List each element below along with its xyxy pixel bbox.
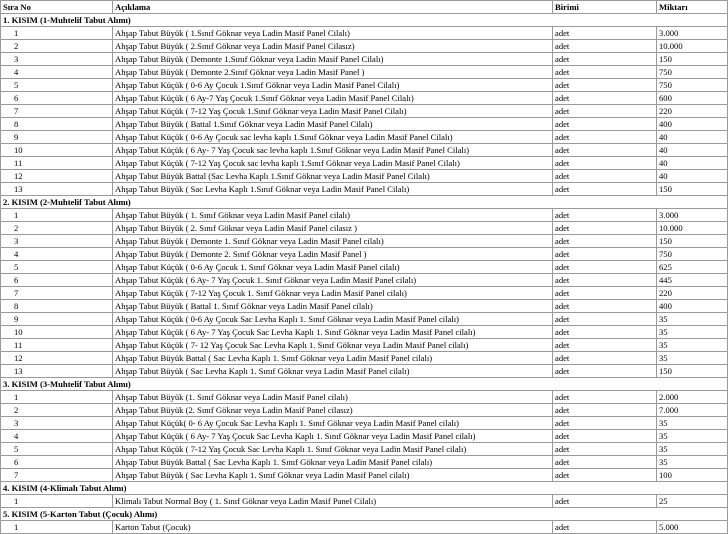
table-row: [1, 235, 728, 248]
row-unit: adet: [553, 53, 657, 66]
table-row: [1, 365, 728, 378]
section-title: 5. KISIM (5-Karton Tabut (Çocuk) Alımı): [1, 508, 728, 521]
row-quantity: 35: [657, 417, 728, 430]
table-row: [1, 183, 728, 196]
row-quantity: 35: [657, 443, 728, 456]
row-number: 3: [1, 235, 113, 248]
table-row: [1, 339, 728, 352]
row-quantity: 10.000: [657, 40, 728, 53]
row-number: 1: [1, 521, 113, 534]
row-quantity: 445: [657, 274, 728, 287]
row-unit: adet: [553, 404, 657, 417]
table-row: [1, 495, 728, 508]
table-row: [1, 131, 728, 144]
row-number: 10: [1, 144, 113, 157]
section-header-row: [1, 196, 728, 209]
row-description: Ahşap Tabut Küçük ( 0-6 Ay Çocuk Sac Levha Kaplı 1. Sınıf Göknar veya Ladin Masif Panel cilalı): [113, 313, 553, 326]
row-unit: adet: [553, 105, 657, 118]
row-description: Ahşap Tabut Büyük (2. Sınıf Göknar veya Ladin Masif Panel cilasız): [113, 404, 553, 417]
row-unit: adet: [553, 170, 657, 183]
row-unit: adet: [553, 183, 657, 196]
row-description: Ahşap Tabut Küçük( 0- 6 Ay Çocuk Sac Levha Kaplı 1. Sınıf Göknar veya Ladin Masif Panel cilalı): [113, 417, 553, 430]
row-description: Ahşap Tabut Büyük Battal ( Sac Levha Kaplı 1. Sınıf Göknar veya Ladin Masif Panel cilalı): [113, 352, 553, 365]
row-number: 10: [1, 326, 113, 339]
table-row: [1, 261, 728, 274]
table-row: [1, 417, 728, 430]
row-quantity: 35: [657, 430, 728, 443]
row-quantity: 600: [657, 92, 728, 105]
row-description: Ahşap Tabut Büyük ( 1. Sınıf Göknar veya Ladin Masif Panel cilalı): [113, 209, 553, 222]
table-row: [1, 118, 728, 131]
row-unit: adet: [553, 326, 657, 339]
row-unit: adet: [553, 430, 657, 443]
row-number: 4: [1, 430, 113, 443]
row-unit: adet: [553, 300, 657, 313]
row-description: Ahşap Tabut Büyük (1. Sınıf Göknar veya Ladin Masif Panel cilalı): [113, 391, 553, 404]
section-title: 1. KISIM (1-Muhtelif Tabut Alımı): [1, 14, 728, 27]
row-quantity: 10.000: [657, 222, 728, 235]
row-quantity: 220: [657, 105, 728, 118]
section-header-row: [1, 378, 728, 391]
row-quantity: 35: [657, 339, 728, 352]
row-number: 13: [1, 365, 113, 378]
table-row: [1, 170, 728, 183]
table-row: [1, 313, 728, 326]
row-number: 1: [1, 391, 113, 404]
row-unit: adet: [553, 456, 657, 469]
row-number: 6: [1, 92, 113, 105]
header-sira-no: Sıra No: [1, 1, 113, 14]
row-quantity: 750: [657, 248, 728, 261]
table-row: [1, 430, 728, 443]
row-description: Ahşap Tabut Küçük ( 7-12 Yaş Çocuk 1.Sınıf Göknar veya Ladin Masif Panel Cilalı): [113, 105, 553, 118]
row-quantity: 750: [657, 66, 728, 79]
row-number: 3: [1, 53, 113, 66]
row-quantity: 150: [657, 365, 728, 378]
row-description: Ahşap Tabut Büyük ( 1.Sınıf Göknar veya Ladin Masif Panel Cilalı): [113, 27, 553, 40]
row-number: 9: [1, 131, 113, 144]
row-unit: adet: [553, 248, 657, 261]
row-description: Ahşap Tabut Küçük ( 7-12 Yaş Çocuk Sac Levha Kaplı 1. Sınıf Göknar veya Ladin Masif Panel cilalı): [113, 443, 553, 456]
row-quantity: 3.000: [657, 27, 728, 40]
row-description: Ahşap Tabut Küçük ( 0-6 Ay Çocuk 1.Sınıf Göknar veya Ladin Masif Panel Cilalı): [113, 79, 553, 92]
row-quantity: 750: [657, 79, 728, 92]
row-number: 11: [1, 157, 113, 170]
table-row: [1, 300, 728, 313]
table-row: [1, 456, 728, 469]
row-number: 5: [1, 443, 113, 456]
row-description: Ahşap Tabut Büyük ( Sac Levha Kaplı 1. Sınıf Göknar veya Ladin Masif Panel cilalı): [113, 469, 553, 482]
table-row: [1, 27, 728, 40]
row-number: 2: [1, 222, 113, 235]
row-description: Ahşap Tabut Büyük ( Battal 1.Sınıf Göknar veya Ladin Masif Panel Cilalı): [113, 118, 553, 131]
row-number: 1: [1, 209, 113, 222]
row-number: 1: [1, 495, 113, 508]
table-row: [1, 40, 728, 53]
row-description: Ahşap Tabut Küçük ( 7-12 Yaş Çocuk 1. Sınıf Göknar veya Ladin Masif Panel cilalı): [113, 287, 553, 300]
row-number: 4: [1, 66, 113, 79]
row-quantity: 40: [657, 131, 728, 144]
row-unit: adet: [553, 313, 657, 326]
row-description: Ahşap Tabut Büyük ( 2.Sınıf Göknar veya Ladin Masif Panel Cilasız): [113, 40, 553, 53]
row-description: Ahşap Tabut Küçük ( 6 Ay- 7 Yaş Çocuk 1. Sınıf Göknar veya Ladin Masif Panel cilalı): [113, 274, 553, 287]
table-row: [1, 79, 728, 92]
row-description: Ahşap Tabut Büyük ( 2. Sınıf Göknar veya Ladin Masif Panel cilasız ): [113, 222, 553, 235]
row-unit: adet: [553, 443, 657, 456]
row-quantity: 7.000: [657, 404, 728, 417]
row-quantity: 150: [657, 183, 728, 196]
row-description: Ahşap Tabut Büyük ( Demonte 2. Sınıf Göknar veya Ladin Masif Panel ): [113, 248, 553, 261]
table-row: [1, 144, 728, 157]
row-unit: adet: [553, 469, 657, 482]
table-row: [1, 157, 728, 170]
row-quantity: 150: [657, 235, 728, 248]
row-quantity: 625: [657, 261, 728, 274]
row-number: 13: [1, 183, 113, 196]
table-row: [1, 248, 728, 261]
row-description: Ahşap Tabut Küçük ( 0-6 Ay Çocuk sac levha kaplı 1.Sınıf Göknar veya Ladin Masif Panel Cilalı): [113, 131, 553, 144]
table-row: [1, 469, 728, 482]
row-unit: adet: [553, 261, 657, 274]
table-row: [1, 326, 728, 339]
row-quantity: 5.000: [657, 521, 728, 534]
row-quantity: 35: [657, 313, 728, 326]
row-number: 12: [1, 170, 113, 183]
row-unit: adet: [553, 365, 657, 378]
section-title: 2. KISIM (2-Muhtelif Tabut Alımı): [1, 196, 728, 209]
row-description: Ahşap Tabut Küçük ( 0-6 Ay Çocuk 1. Sınıf Göknar veya Ladin Masif Panel cilalı): [113, 261, 553, 274]
row-unit: adet: [553, 40, 657, 53]
row-quantity: 35: [657, 456, 728, 469]
row-description: Ahşap Tabut Küçük ( 7- 12 Yaş Çocuk Sac Levha Kaplı 1. Sınıf Göknar veya Ladin Masif Panel cilalı): [113, 339, 553, 352]
row-number: 8: [1, 300, 113, 313]
row-unit: adet: [553, 274, 657, 287]
row-number: 2: [1, 40, 113, 53]
section-header-row: [1, 482, 728, 495]
section-title: 4. KISIM (4-Klimalı Tabut Alımı): [1, 482, 728, 495]
row-number: 7: [1, 105, 113, 118]
section-title: 3. KISIM (3-Muhtelif Tabut Alımı): [1, 378, 728, 391]
row-quantity: 100: [657, 469, 728, 482]
table-row: [1, 287, 728, 300]
row-quantity: 40: [657, 157, 728, 170]
row-unit: adet: [553, 287, 657, 300]
row-quantity: 400: [657, 118, 728, 131]
header-row: [1, 1, 728, 14]
row-number: 12: [1, 352, 113, 365]
header-aciklama: Açıklama: [113, 1, 553, 14]
table-row: [1, 209, 728, 222]
row-unit: adet: [553, 66, 657, 79]
table-row: [1, 66, 728, 79]
row-unit: adet: [553, 222, 657, 235]
row-description: Ahşap Tabut Büyük ( Demonte 1. Sınıf Göknar veya Ladin Masif Panel cilalı): [113, 235, 553, 248]
row-description: Ahşap Tabut Büyük ( Sac Levha Kaplı 1. Sınıf Göknar veya Ladin Masif Panel cilalı): [113, 365, 553, 378]
row-description: Ahşap Tabut Küçük ( 7-12 Yaş Çocuk sac levha kaplı 1.Sınıf Göknar veya Ladin Masif Panel Cilalı): [113, 157, 553, 170]
row-number: 6: [1, 274, 113, 287]
row-quantity: 220: [657, 287, 728, 300]
row-description: Ahşap Tabut Küçük ( 6 Ay- 7 Yaş Çocuk sac levha kaplı 1.Sınıf Göknar veya Ladin Masif Panel Cilalı): [113, 144, 553, 157]
row-quantity: 2.000: [657, 391, 728, 404]
row-description: Ahşap Tabut Büyük Battal ( Sac Levha Kaplı 1. Sınıf Göknar veya Ladin Masif Panel cilalı): [113, 456, 553, 469]
row-number: 9: [1, 313, 113, 326]
section-header-row: [1, 14, 728, 27]
row-number: 2: [1, 404, 113, 417]
table-row: [1, 443, 728, 456]
row-number: 4: [1, 248, 113, 261]
table-row: [1, 521, 728, 534]
row-unit: adet: [553, 92, 657, 105]
row-quantity: 40: [657, 170, 728, 183]
table-row: [1, 274, 728, 287]
row-unit: adet: [553, 118, 657, 131]
row-number: 7: [1, 287, 113, 300]
row-unit: adet: [553, 209, 657, 222]
row-quantity: 25: [657, 495, 728, 508]
row-number: 1: [1, 27, 113, 40]
row-unit: adet: [553, 495, 657, 508]
row-unit: adet: [553, 521, 657, 534]
row-unit: adet: [553, 235, 657, 248]
row-quantity: 40: [657, 144, 728, 157]
row-number: 5: [1, 261, 113, 274]
row-unit: adet: [553, 144, 657, 157]
row-description: Karton Tabut (Çocuk): [113, 521, 553, 534]
row-unit: adet: [553, 417, 657, 430]
row-unit: adet: [553, 131, 657, 144]
row-number: 7: [1, 469, 113, 482]
row-description: Ahşap Tabut Büyük ( Battal 1. Sınıf Göknar veya Ladin Masif Panel cilalı): [113, 300, 553, 313]
row-number: 11: [1, 339, 113, 352]
table-row: [1, 53, 728, 66]
row-number: 8: [1, 118, 113, 131]
table-row: [1, 92, 728, 105]
section-header-row: [1, 508, 728, 521]
row-description: Ahşap Tabut Büyük ( Sac Levha Kaplı 1.Sınıf Göknar veya Ladin Masif Panel Cilalı): [113, 183, 553, 196]
row-unit: adet: [553, 157, 657, 170]
row-description: Ahşap Tabut Küçük ( 6 Ay- 7 Yaş Çocuk Sac Levha Kaplı 1. Sınıf Göknar veya Ladin Masif Panel cilalı): [113, 430, 553, 443]
row-quantity: 150: [657, 53, 728, 66]
row-quantity: 35: [657, 326, 728, 339]
table-row: [1, 222, 728, 235]
row-quantity: 3.000: [657, 209, 728, 222]
row-number: 3: [1, 417, 113, 430]
row-description: Ahşap Tabut Küçük ( 6 Ay- 7 Yaş Çocuk Sac Levha Kaplı 1. Sınıf Göknar veya Ladin Masif Panel cilalı): [113, 326, 553, 339]
row-number: 5: [1, 79, 113, 92]
row-quantity: 400: [657, 300, 728, 313]
header-miktari: Miktarı: [657, 1, 728, 14]
row-unit: adet: [553, 339, 657, 352]
table-row: [1, 391, 728, 404]
row-description: Ahşap Tabut Büyük ( Demonte 2.Sınıf Göknar veya Ladin Masif Panel ): [113, 66, 553, 79]
row-quantity: 35: [657, 352, 728, 365]
table-row: [1, 404, 728, 417]
row-description: Ahşap Tabut Büyük ( Demonte 1.Sınıf Göknar veya Ladin Masif Panel Cilalı): [113, 53, 553, 66]
table-row: [1, 352, 728, 365]
row-number: 6: [1, 456, 113, 469]
row-description: Klimalı Tabut Normal Boy ( 1. Sınıf Göknar veya Ladin Masif Panel Cilalı): [113, 495, 553, 508]
header-birimi: Birimi: [553, 1, 657, 14]
row-description: Ahşap Tabut Büyük Battal (Sac Levha Kaplı 1.Sınıf Göknar veya Ladin Masif Panel Cilalı): [113, 170, 553, 183]
row-unit: adet: [553, 27, 657, 40]
row-unit: adet: [553, 79, 657, 92]
row-description: Ahşap Tabut Küçük ( 6 Ay-7 Yaş Çocuk 1.Sınıf Göknar veya Ladin Masif Panel Cilalı): [113, 92, 553, 105]
row-unit: adet: [553, 352, 657, 365]
row-unit: adet: [553, 391, 657, 404]
table-row: [1, 105, 728, 118]
